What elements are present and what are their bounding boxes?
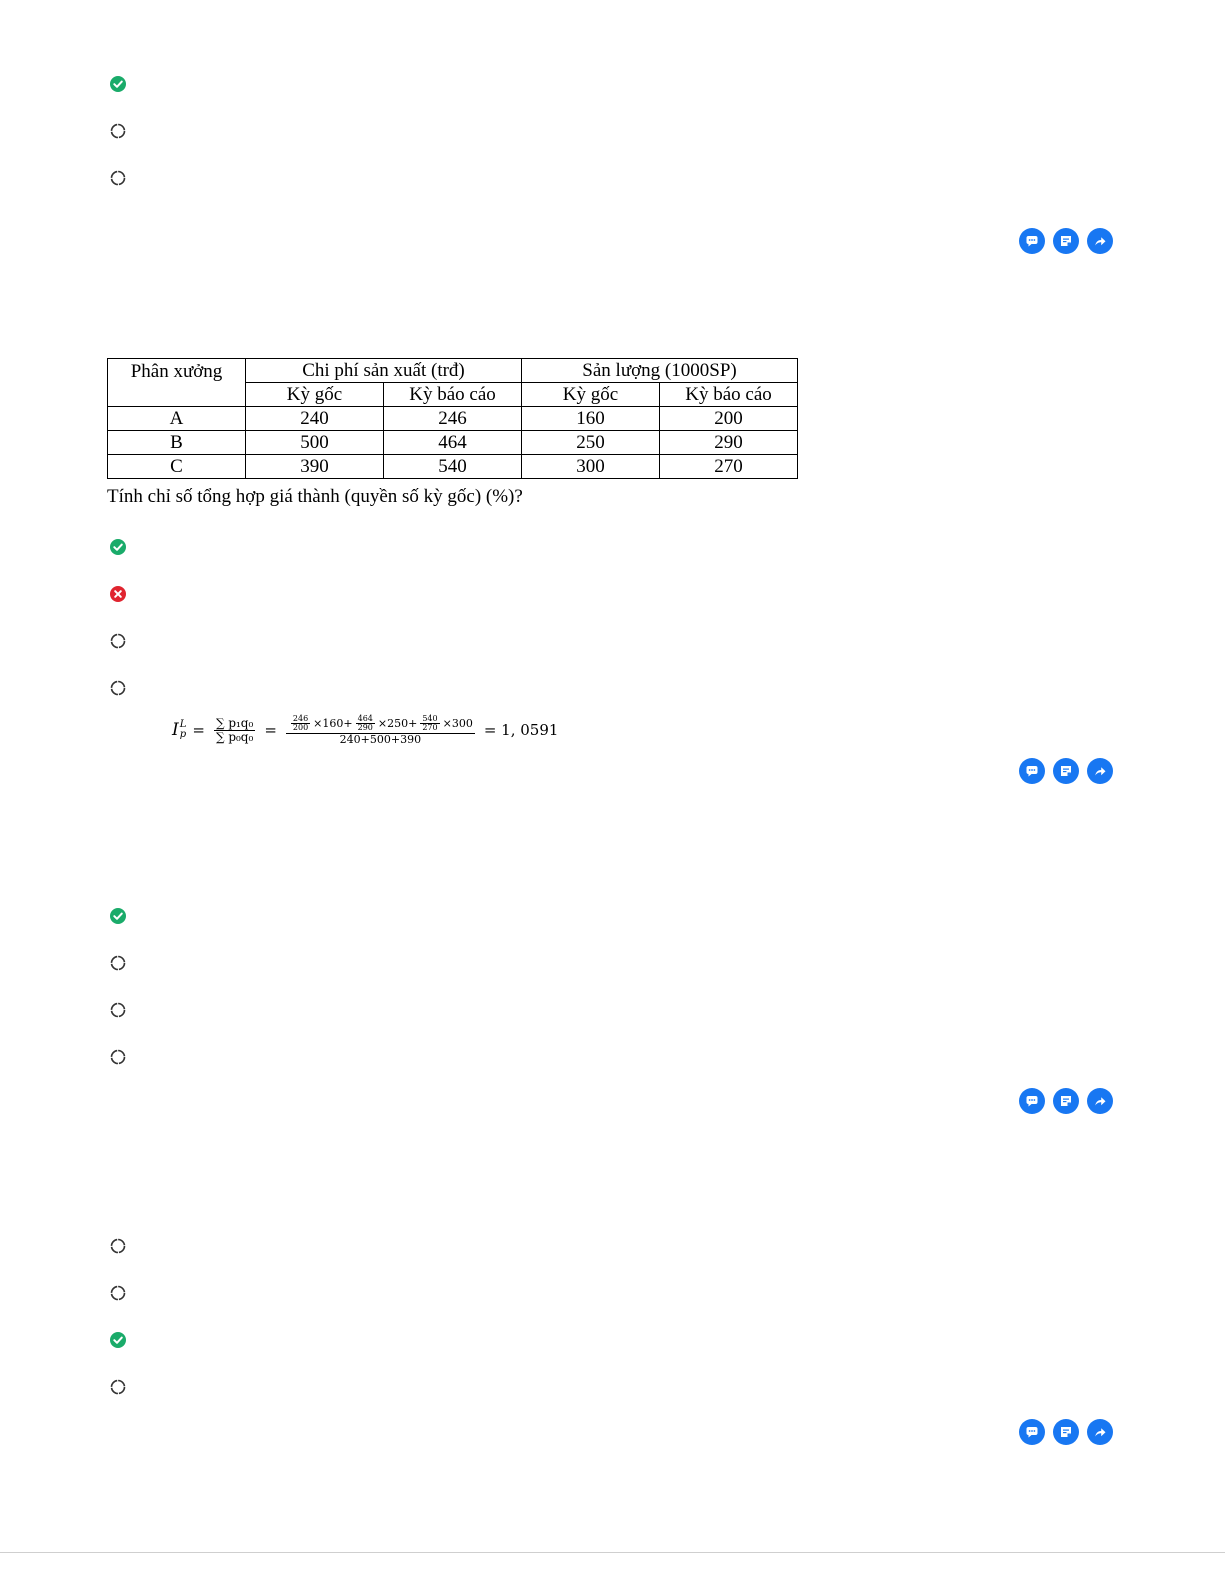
note-button[interactable] <box>1053 1088 1079 1114</box>
col-header-workshop: Phân xưởng <box>108 359 246 407</box>
ratio-b-den: 290 <box>357 723 373 733</box>
option-3-radio-icon[interactable] <box>110 633 126 649</box>
table-cell: 390 <box>246 455 384 479</box>
formula-equals: = <box>192 721 205 739</box>
table-row <box>108 407 798 431</box>
ratio-c-num: 540 <box>422 713 438 723</box>
table-row <box>108 455 798 479</box>
share-icon <box>1093 234 1107 248</box>
comment-icon <box>1025 234 1039 248</box>
option-2-radio-icon[interactable] <box>110 123 126 139</box>
option-2-radio-icon[interactable] <box>110 955 126 971</box>
question-2-actions <box>1019 758 1113 784</box>
note-icon <box>1059 764 1073 778</box>
table-cell: 290 <box>660 431 798 455</box>
term-c-mult: ×300 <box>442 716 473 730</box>
table-cell: 200 <box>660 407 798 431</box>
formula-sum-numerator: ∑ p₁q₀ <box>215 715 254 730</box>
formula-sub: p <box>179 729 187 740</box>
subheader-cost-base: Kỳ gốc <box>246 383 384 407</box>
ratio-c-den: 270 <box>422 723 438 733</box>
table-cell: 240 <box>246 407 384 431</box>
table-cell: A <box>108 407 246 431</box>
comment-button[interactable] <box>1019 1088 1045 1114</box>
note-icon <box>1059 234 1073 248</box>
option-1-correct-icon[interactable] <box>110 539 126 555</box>
table-cell: 540 <box>384 455 522 479</box>
formula-equals-2: = <box>264 721 277 739</box>
note-button[interactable] <box>1053 228 1079 254</box>
formula-sup: L <box>179 719 187 730</box>
option-1-correct-icon[interactable] <box>110 908 126 924</box>
option-4-radio-icon[interactable] <box>110 1379 126 1395</box>
solution-formula <box>172 708 558 752</box>
share-button[interactable] <box>1087 1419 1113 1445</box>
share-button[interactable] <box>1087 1088 1113 1114</box>
option-4-radio-icon[interactable] <box>110 1049 126 1065</box>
formula-symbol: I <box>172 720 179 740</box>
share-icon <box>1093 1425 1107 1439</box>
ratio-b-num: 464 <box>357 713 373 723</box>
table-cell: 160 <box>522 407 660 431</box>
formula-sum-denominator: ∑ p₀q₀ <box>215 729 254 744</box>
ratio-a <box>291 715 310 733</box>
subheader-cost-report: Kỳ báo cáo <box>384 383 522 407</box>
formula-main-denominator: 240+500+390 <box>339 732 422 746</box>
question-4-actions <box>1019 1419 1113 1445</box>
subheader-output-base: Kỳ gốc <box>522 383 660 407</box>
term-b-mult: ×250+ <box>377 716 418 730</box>
comment-button[interactable] <box>1019 1419 1045 1445</box>
formula-result: = 1, 0591 <box>483 721 559 739</box>
question-1-actions <box>1019 228 1113 254</box>
ratio-a-den: 200 <box>292 723 309 733</box>
question-2-prompt: Tính chỉ số tổng hợp giá thành (quyền số kỳ gốc) (%)? <box>107 486 523 507</box>
cost-output-table <box>107 358 798 479</box>
subheader-output-report: Kỳ báo cáo <box>660 383 798 407</box>
table-cell: 500 <box>246 431 384 455</box>
table-cell: 270 <box>660 455 798 479</box>
table-cell: 300 <box>522 455 660 479</box>
share-button[interactable] <box>1087 228 1113 254</box>
ratio-a-num: 246 <box>292 713 309 723</box>
option-2-radio-icon[interactable] <box>110 1285 126 1301</box>
option-2-incorrect-icon[interactable] <box>110 586 126 602</box>
note-icon <box>1059 1425 1073 1439</box>
comment-button[interactable] <box>1019 228 1045 254</box>
table-cell: 250 <box>522 431 660 455</box>
table-cell: 464 <box>384 431 522 455</box>
comment-icon <box>1025 1094 1039 1108</box>
option-3-correct-icon[interactable] <box>110 1332 126 1348</box>
table-cell: B <box>108 431 246 455</box>
col-header-output: Sản lượng (1000SP) <box>522 359 798 383</box>
option-1-correct-icon[interactable] <box>110 76 126 92</box>
share-button[interactable] <box>1087 758 1113 784</box>
comment-icon <box>1025 764 1039 778</box>
ratio-c <box>420 715 439 733</box>
option-4-radio-icon[interactable] <box>110 680 126 696</box>
option-3-radio-icon[interactable] <box>110 170 126 186</box>
note-icon <box>1059 1094 1073 1108</box>
table-row <box>108 431 798 455</box>
formula-sum-fraction <box>214 717 255 743</box>
comment-button[interactable] <box>1019 758 1045 784</box>
comment-icon <box>1025 1425 1039 1439</box>
option-1-radio-icon[interactable] <box>110 1238 126 1254</box>
table-cell: 246 <box>384 407 522 431</box>
share-icon <box>1093 1094 1107 1108</box>
note-button[interactable] <box>1053 1419 1079 1445</box>
page-bottom-divider <box>0 1552 1225 1553</box>
ratio-b <box>356 715 375 733</box>
term-a-mult: ×160+ <box>313 716 353 730</box>
option-3-radio-icon[interactable] <box>110 1002 126 1018</box>
note-button[interactable] <box>1053 758 1079 784</box>
question-3-actions <box>1019 1088 1113 1114</box>
formula-main-numerator <box>286 715 475 734</box>
col-header-production-cost: Chi phí sản xuất (trđ) <box>246 359 522 383</box>
share-icon <box>1093 764 1107 778</box>
table-header-row <box>108 359 798 383</box>
table-cell: C <box>108 455 246 479</box>
formula-main-fraction <box>286 715 475 745</box>
